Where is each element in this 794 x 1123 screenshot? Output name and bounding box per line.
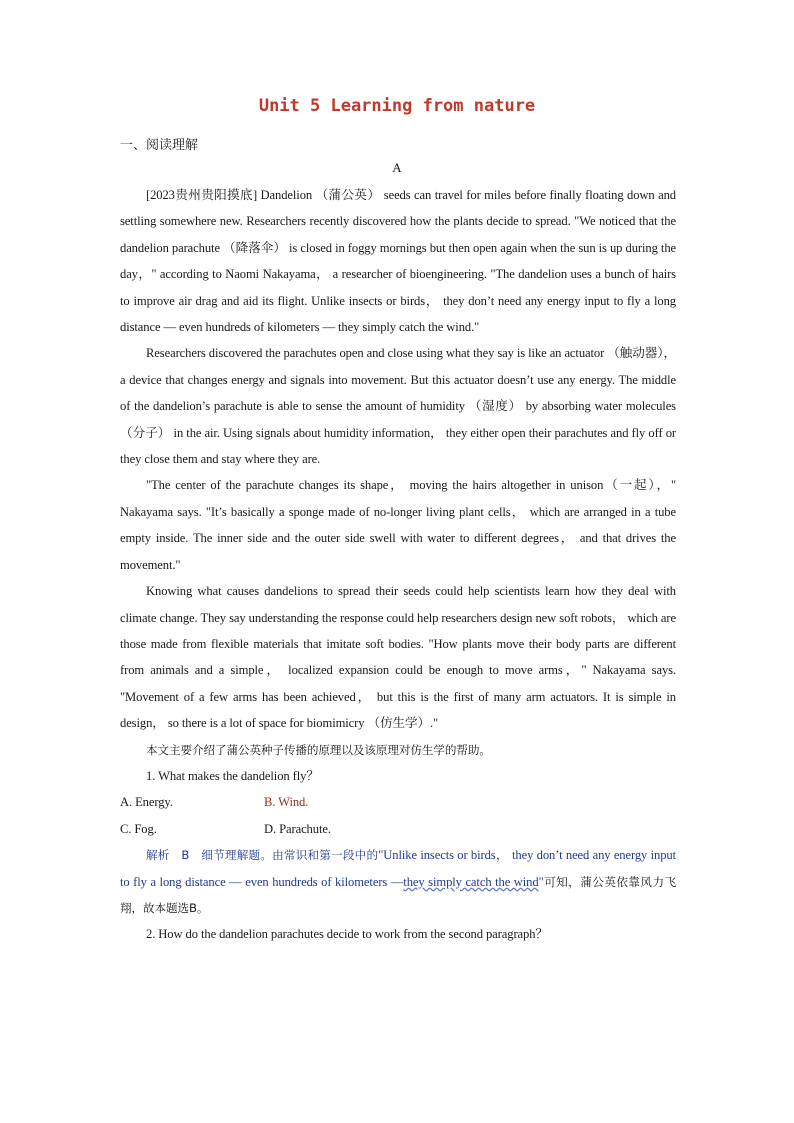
question-1-options-row-2 (120, 816, 676, 842)
analysis-label: 解析 B 细节理解题。由常识和第一段中的 (146, 848, 379, 863)
passage-label: A (392, 160, 402, 175)
analysis-quote-end: " (538, 874, 544, 889)
option-d: D. Parachute. (264, 821, 331, 836)
analysis-1 (120, 842, 676, 921)
passage-summary: 本文主要介绍了蒲公英种子传播的原理以及该原理对仿生学的帮助。 (146, 742, 491, 757)
page-title: Unit 5 Learning from nature (258, 96, 536, 116)
analysis-quote-underlined: they simply catch the wind (403, 874, 539, 889)
paragraph-2: Researchers discovered the parachutes open and close using what they say is like an actuator （触动器）， a device that changes energy and signals into movement. But this actuator doesn’t use any energy. The middle of the dandelion’s parachute is able to sense the amount of humidity （湿度） by absorbing water molecules （分子） in the air. Using signals about humidity information， they either open their parachutes and fly off or they close them and stay where they are. (120, 346, 676, 467)
paragraph-1: [2023贵州贵阳摸底] Dandelion （蒲公英） seeds can travel for miles before finally floating down and settling somewhere new. Researchers recently discovered how the plants decide to spread. "We noticed that the dandelion parachute （降落伞） is closed in foggy mornings but then open again when the sun is up during the day，" according to Naomi Nakayama， a researcher of bioengineering. "The dandelion uses a bunch of hairs to improve air drag and aid its flight. Unlike insects or birds， they don’t need any energy input to fly a long distance — even hundreds of kilometers — they simply catch the wind." (120, 188, 676, 335)
analysis-conclusion: 可知，蒲公英依靠风力飞翔，故本题选B。 (120, 874, 676, 915)
option-b: B. Wind. (264, 795, 309, 810)
question-1-options-row-1 (120, 789, 676, 815)
paragraph-3: "The center of the parachute changes its shape， moving the hairs altogether in unison（一起），" Nakayama says. "It’s basically a sponge made of no-longer living plant cells， which are arranged in a tube empty inside. The inner side and the outer side swell with water to different degrees， and that drives the movement." (120, 478, 676, 572)
option-c: C. Fog. (120, 821, 157, 836)
section-heading: 一、阅读理解 (120, 138, 199, 153)
question-2: 2. How do the dandelion parachutes decide to work from the second paragraph？ (146, 927, 548, 942)
paragraph-4: Knowing what causes dandelions to spread their seeds could help scientists learn how they deal with climate change. They say understanding the response could help researchers design new soft robots， which are those made from flexible materials that imitate soft bodies. "How plants move their body parts are different from animals and a simple， localized expansion could be enough to move arms，" Nakayama says. "Movement of a few arms has been achieved， but this is the first of many arm actuators. It is simple in design， so there is a lot of space for biomimicry （仿生学）." (120, 584, 676, 731)
question-1: 1. What makes the dandelion fly？ (146, 768, 319, 783)
option-a: A. Energy. (120, 795, 173, 810)
passage-body (120, 182, 676, 948)
analysis-quote: "Unlike insects or birds， they don’t need any energy input to fly a long distance — even hundreds of kilometers — (120, 848, 676, 889)
